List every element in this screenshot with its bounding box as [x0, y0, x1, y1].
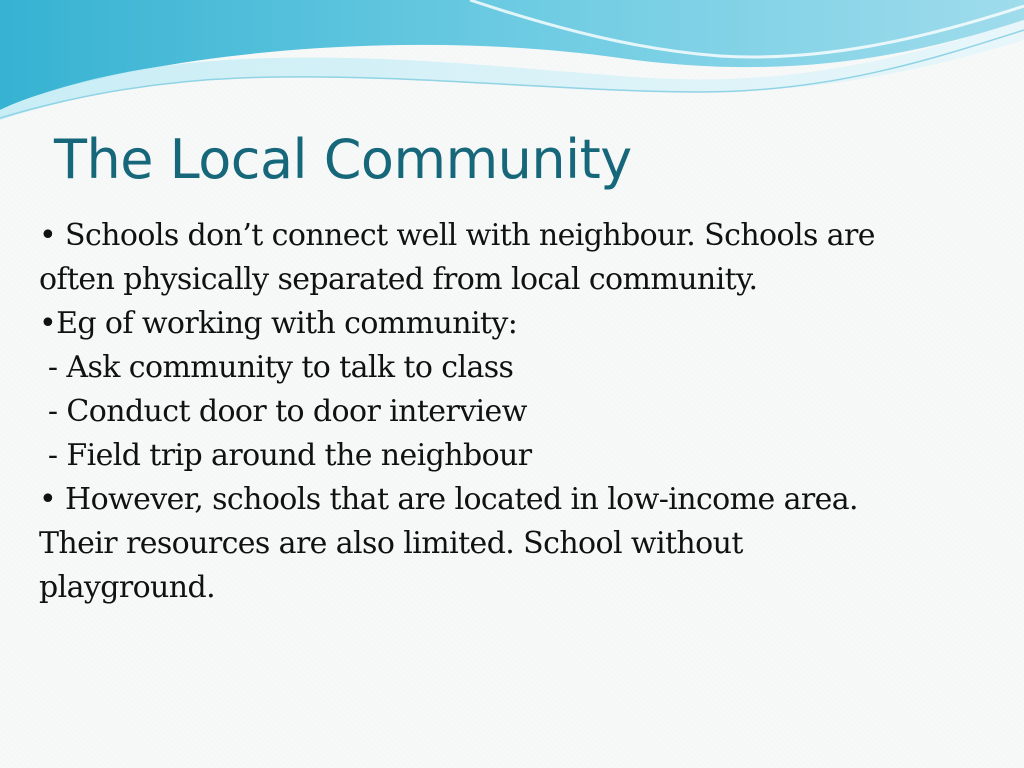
- body-line: •Eg of working with community:: [39, 306, 518, 341]
- body-line: - Field trip around the neighbour: [39, 438, 532, 473]
- body-line: Their resources are also limited. School without: [39, 526, 743, 561]
- body-line: • Schools don’t connect well with neighbour. Schools are: [39, 218, 875, 253]
- body-line: • However, schools that are located in low-income area.: [39, 482, 858, 517]
- body-line: - Ask community to talk to class: [39, 350, 514, 385]
- header-wave-decoration: [0, 0, 1024, 130]
- body-line: - Conduct door to door interview: [39, 394, 527, 429]
- slide-body: [39, 214, 999, 610]
- slide-title: The Local Community: [54, 128, 632, 191]
- body-line: often physically separated from local community.: [39, 262, 758, 297]
- body-line: playground.: [39, 570, 216, 605]
